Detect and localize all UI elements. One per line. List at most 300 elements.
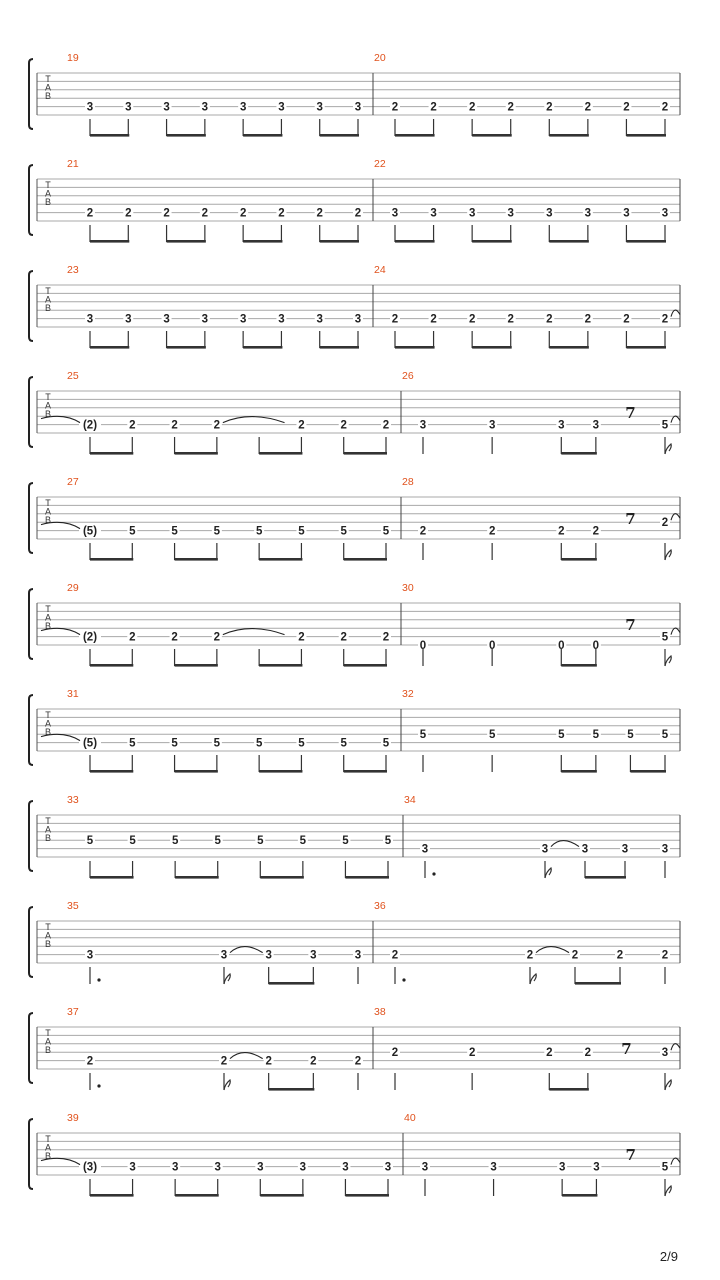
eighth-flag	[665, 550, 671, 560]
fret-number: 0	[558, 640, 565, 652]
beam	[175, 770, 218, 773]
measure-number: 32	[402, 688, 414, 700]
fret-number: 2	[86, 1055, 94, 1068]
tab-system	[29, 476, 680, 561]
beam	[320, 134, 359, 137]
fret-number: 2	[310, 1055, 317, 1068]
tab-system	[29, 158, 680, 243]
tie-arc	[230, 1053, 263, 1059]
fret-number: 5	[171, 737, 178, 750]
fret-number: 3	[354, 101, 362, 114]
fret-number: 2	[298, 631, 305, 644]
tab-clef-letter: T	[45, 392, 51, 402]
tab-clef-letter: A	[44, 1036, 52, 1047]
fret-number: (5)	[82, 737, 98, 750]
tie-arc	[41, 416, 80, 422]
beam	[259, 770, 302, 773]
fret-number: 3	[129, 1161, 136, 1174]
tab-system	[29, 900, 680, 985]
eighth-flag	[665, 656, 671, 666]
fret-number: 3	[201, 101, 209, 114]
fret-number: 2	[391, 949, 399, 962]
tab-clef-letter: T	[45, 922, 51, 932]
fret-number: 5	[488, 729, 496, 742]
tab-clef-letter: T	[45, 1028, 51, 1038]
tab-clef-letter: A	[44, 188, 52, 199]
beam	[260, 1194, 304, 1197]
beam	[549, 1088, 589, 1091]
measure-number: 34	[404, 794, 416, 806]
fret-number: 3	[171, 1161, 179, 1174]
beam	[585, 876, 626, 879]
fret-number: 5	[661, 729, 669, 742]
beam	[562, 1194, 597, 1197]
beam	[345, 1194, 389, 1197]
beam	[472, 240, 512, 243]
eighth-flag	[224, 974, 230, 984]
tab-clef-letter: T	[45, 286, 51, 296]
fret-number: 2	[298, 419, 305, 432]
measure-number: 19	[67, 52, 79, 64]
fret-number: 5	[213, 737, 221, 750]
fret-number: 3	[661, 207, 669, 220]
system-bracket	[29, 907, 33, 977]
fret-number: 3	[490, 1161, 497, 1174]
fret-number: 2	[265, 1055, 272, 1068]
fret-number: 2	[584, 101, 592, 114]
fret-number: 5	[171, 835, 179, 848]
measure-number: 23	[67, 264, 79, 276]
tie-arc	[41, 734, 80, 740]
dot	[402, 978, 405, 981]
fret-number: 3	[430, 207, 437, 220]
fret-number: 5	[340, 525, 347, 538]
fret-number: 3	[421, 1161, 429, 1174]
fret-number: 2	[239, 207, 247, 220]
fret-number: 2	[419, 525, 427, 538]
tie-arc	[41, 628, 80, 634]
tie-arc	[223, 629, 285, 635]
beam	[344, 558, 387, 561]
fret-number: 5	[129, 737, 136, 750]
beam	[175, 452, 218, 455]
tab-system	[29, 1006, 680, 1091]
fret-number: 3	[316, 101, 323, 114]
measure-number: 21	[67, 158, 79, 170]
fret-number: 3	[558, 1161, 566, 1174]
fret-number: 2	[430, 101, 437, 114]
fret-number: 0	[592, 640, 600, 652]
beam	[472, 134, 512, 137]
fret-number: 2	[213, 631, 221, 644]
tab-clef-letter: A	[44, 400, 52, 411]
beam	[90, 770, 133, 773]
beam	[269, 1088, 315, 1091]
fret-number: 2	[163, 207, 170, 220]
fret-number: 5	[558, 729, 565, 742]
system-bracket	[29, 59, 33, 129]
system-bracket	[29, 271, 33, 341]
fret-number: 5	[342, 835, 349, 848]
fret-number: 2	[616, 949, 624, 962]
tie-arc	[551, 841, 579, 847]
fret-number: 3	[214, 1161, 221, 1174]
fret-number: 3	[239, 313, 247, 326]
tab-clef-letter: T	[45, 1134, 51, 1144]
fret-number: 3	[163, 313, 170, 326]
fret-number: 5	[86, 835, 94, 848]
eighth-rest: 7	[625, 1146, 636, 1165]
beam	[472, 346, 512, 349]
fret-number: (3)	[82, 1161, 98, 1174]
fret-number: 3	[421, 843, 429, 856]
fret-number: 3	[354, 313, 362, 326]
fret-number: 3	[125, 101, 132, 114]
fret-number: 2	[391, 101, 399, 114]
fret-number: 5	[384, 835, 392, 848]
dot	[97, 1084, 100, 1087]
beam	[243, 134, 282, 137]
fret-number: 2	[558, 525, 565, 538]
tab-clef-letter: T	[45, 816, 51, 826]
fret-number: 3	[265, 949, 272, 962]
fret-number: 2	[623, 313, 630, 326]
tab-clef-letter: A	[44, 294, 52, 305]
system-bracket	[29, 801, 33, 871]
tie-arc	[671, 310, 680, 317]
beam	[626, 240, 666, 243]
tie-arc	[230, 947, 263, 953]
page-number: 2/9	[659, 1249, 678, 1264]
beam	[175, 1194, 219, 1197]
eighth-flag	[530, 974, 536, 984]
fret-number: 5	[129, 525, 136, 538]
eighth-rest: 7	[625, 404, 636, 423]
fret-number: 2	[171, 419, 178, 432]
fret-number: 5	[255, 525, 263, 538]
fret-number: (2)	[82, 631, 98, 644]
eighth-rest: 7	[625, 510, 636, 529]
fret-number: 3	[299, 1161, 307, 1174]
fret-number: 2	[340, 419, 347, 432]
measure-number: 29	[67, 582, 79, 594]
beam	[90, 452, 133, 455]
tab-system	[29, 794, 680, 879]
tie-arc	[671, 416, 680, 423]
fret-number: 2	[507, 101, 514, 114]
fret-number: 5	[129, 835, 136, 848]
fret-number: 5	[627, 729, 634, 742]
beam	[561, 664, 597, 667]
fret-number: 5	[257, 835, 264, 848]
tab-clef-letter: A	[44, 506, 52, 517]
beam	[175, 876, 219, 879]
fret-number: 2	[546, 101, 553, 114]
fret-number: 2	[125, 207, 132, 220]
fret-number: 3	[354, 949, 362, 962]
fret-number: 3	[391, 207, 399, 220]
tab-clef-letter: T	[45, 710, 51, 720]
system-bracket	[29, 1013, 33, 1083]
system-bracket	[29, 377, 33, 447]
measure-number: 33	[67, 794, 79, 806]
fret-number: 3	[584, 207, 592, 220]
fret-number: 2	[129, 419, 136, 432]
measure-number: 31	[67, 688, 79, 700]
beam	[175, 558, 218, 561]
tab-clef-letter: B	[44, 91, 52, 101]
fret-number: 2	[661, 101, 669, 114]
tab-clef-letter: T	[45, 498, 51, 508]
fret-number: 5	[592, 729, 600, 742]
beam	[260, 876, 304, 879]
fret-number: 3	[661, 1047, 669, 1060]
tie-arc	[536, 947, 569, 953]
fret-number: 3	[488, 419, 496, 432]
fret-number: 2	[661, 949, 669, 962]
beam	[90, 134, 129, 137]
fret-number: 3	[86, 949, 94, 962]
beam	[243, 240, 282, 243]
beam	[90, 240, 129, 243]
dot	[97, 978, 100, 981]
tie-arc	[671, 628, 680, 635]
measure-number: 22	[374, 158, 386, 170]
measure-number: 37	[67, 1006, 79, 1018]
fret-number: 3	[278, 101, 285, 114]
measure-number: 27	[67, 476, 79, 488]
beam	[259, 664, 302, 667]
beam	[395, 240, 435, 243]
tab-clef-letter: A	[44, 930, 52, 941]
tab-clef-letter: A	[44, 612, 52, 623]
beam	[259, 558, 302, 561]
measure-number: 35	[67, 900, 79, 912]
fret-number: 5	[171, 525, 178, 538]
beam	[320, 240, 359, 243]
fret-number: 3	[546, 207, 553, 220]
fret-number: 2	[526, 949, 534, 962]
fret-number: 3	[541, 843, 549, 856]
fret-number: 3	[621, 843, 629, 856]
tab-system	[29, 370, 680, 455]
beam	[90, 1194, 134, 1197]
fret-number: 2	[507, 313, 514, 326]
fret-number: 3	[592, 419, 600, 432]
tab-clef-letter: B	[44, 1151, 52, 1161]
fret-number: 3	[316, 313, 323, 326]
measure-number: 20	[374, 52, 386, 64]
measure-number: 38	[374, 1006, 386, 1018]
beam	[395, 134, 435, 137]
measure-number: 30	[402, 582, 414, 594]
fret-number: 2	[661, 517, 669, 530]
fret-number: 3	[384, 1161, 392, 1174]
eighth-flag	[545, 868, 551, 878]
beam	[259, 452, 302, 455]
fret-number: 2	[468, 1047, 476, 1060]
fret-number: 2	[584, 313, 592, 326]
beam	[269, 982, 315, 985]
fret-number: 2	[354, 1055, 362, 1068]
fret-number: 2	[468, 101, 476, 114]
beam	[320, 346, 359, 349]
tab-clef-letter: B	[44, 727, 52, 737]
fret-number: 5	[661, 1161, 669, 1174]
fret-number: 2	[584, 1047, 592, 1060]
fret-number: 2	[571, 949, 579, 962]
system-bracket	[29, 589, 33, 659]
system-bracket	[29, 695, 33, 765]
beam	[344, 770, 387, 773]
fret-number: 2	[382, 419, 390, 432]
tab-system	[29, 52, 680, 137]
fret-number: 2	[213, 419, 221, 432]
fret-number: 3	[163, 101, 170, 114]
fret-number: 2	[278, 207, 285, 220]
fret-number: 5	[661, 419, 669, 432]
fret-number: 3	[278, 313, 285, 326]
fret-number: 3	[419, 419, 427, 432]
beam	[561, 452, 597, 455]
tab-clef-letter: T	[45, 74, 51, 84]
fret-number: 3	[623, 207, 630, 220]
system-bracket	[29, 483, 33, 553]
measure-number: 40	[404, 1112, 416, 1124]
fret-number: (5)	[82, 525, 98, 538]
fret-number: 2	[129, 631, 136, 644]
fret-number: (2)	[82, 419, 98, 432]
fret-number: 2	[546, 1047, 553, 1060]
tab-clef-letter: B	[44, 833, 52, 843]
tie-arc	[671, 514, 680, 521]
tab-clef-letter: B	[44, 515, 52, 525]
tie-arc	[671, 1044, 680, 1051]
fret-number: 5	[255, 737, 263, 750]
fret-number: 3	[342, 1161, 349, 1174]
tab-system	[29, 688, 680, 773]
measure-number: 25	[67, 370, 79, 382]
fret-number: 3	[310, 949, 317, 962]
fret-number: 0	[419, 640, 427, 652]
fret-number: 5	[298, 525, 305, 538]
fret-number: 3	[468, 207, 476, 220]
measure-number: 36	[374, 900, 386, 912]
beam	[549, 240, 589, 243]
beam	[175, 664, 218, 667]
tab-clef-letter: B	[44, 303, 52, 313]
fret-number: 2	[316, 207, 323, 220]
beam	[90, 664, 133, 667]
fret-number: 2	[391, 1047, 399, 1060]
beam	[561, 770, 597, 773]
fret-number: 2	[220, 1055, 228, 1068]
fret-number: 3	[239, 101, 247, 114]
eighth-rest: 7	[621, 1040, 632, 1059]
beam	[626, 346, 666, 349]
tab-system	[29, 264, 680, 349]
fret-number: 3	[257, 1161, 264, 1174]
eighth-rest: 7	[625, 616, 636, 635]
fret-number: 3	[507, 207, 514, 220]
fret-number: 2	[171, 631, 178, 644]
beam	[344, 452, 387, 455]
tab-clef-letter: B	[44, 197, 52, 207]
fret-number: 3	[125, 313, 132, 326]
beam	[167, 240, 206, 243]
beam	[630, 770, 666, 773]
fret-number: 2	[546, 313, 553, 326]
beam	[345, 876, 389, 879]
fret-number: 5	[298, 737, 305, 750]
beam	[561, 558, 597, 561]
fret-number: 3	[86, 101, 94, 114]
tab-clef-letter: B	[44, 939, 52, 949]
measure-number: 26	[402, 370, 414, 382]
fret-number: 5	[419, 729, 427, 742]
tab-clef-letter: T	[45, 604, 51, 614]
fret-number: 3	[220, 949, 228, 962]
tab-clef-letter: B	[44, 1045, 52, 1055]
eighth-flag	[665, 444, 671, 454]
tab-system	[29, 582, 680, 667]
system-bracket	[29, 1119, 33, 1189]
tab-system	[29, 1112, 680, 1197]
beam	[167, 346, 206, 349]
eighth-flag	[665, 1186, 671, 1196]
tie-arc	[41, 522, 80, 528]
beam	[626, 134, 666, 137]
fret-number: 3	[661, 843, 669, 856]
fret-number: 5	[382, 525, 390, 538]
fret-number: 5	[661, 631, 669, 644]
fret-number: 2	[623, 101, 630, 114]
tab-clef-letter: A	[44, 1142, 52, 1153]
fret-number: 0	[488, 640, 496, 652]
tab-clef-letter: B	[44, 409, 52, 419]
tab-clef-letter: B	[44, 621, 52, 631]
fret-number: 2	[592, 525, 600, 538]
beam	[549, 346, 589, 349]
beam	[549, 134, 589, 137]
fret-number: 5	[214, 835, 221, 848]
fret-number: 2	[382, 631, 390, 644]
fret-number: 3	[558, 419, 565, 432]
beam	[395, 346, 435, 349]
beam	[575, 982, 621, 985]
fret-number: 2	[201, 207, 209, 220]
beam	[344, 664, 387, 667]
fret-number: 2	[340, 631, 347, 644]
eighth-flag	[665, 1080, 671, 1090]
fret-number: 2	[468, 313, 476, 326]
fret-number: 5	[382, 737, 390, 750]
fret-number: 3	[581, 843, 589, 856]
tab-clef-letter: T	[45, 180, 51, 190]
measure-number: 24	[374, 264, 386, 276]
fret-number: 2	[354, 207, 362, 220]
tab-clef-letter: A	[44, 824, 52, 835]
eighth-flag	[224, 1080, 230, 1090]
fret-number: 2	[488, 525, 496, 538]
dot	[432, 872, 435, 875]
beam	[90, 876, 134, 879]
fret-number: 3	[86, 313, 94, 326]
tie-arc	[41, 1158, 80, 1164]
tab-clef-letter: A	[44, 82, 52, 93]
beam	[90, 346, 129, 349]
system-bracket	[29, 165, 33, 235]
